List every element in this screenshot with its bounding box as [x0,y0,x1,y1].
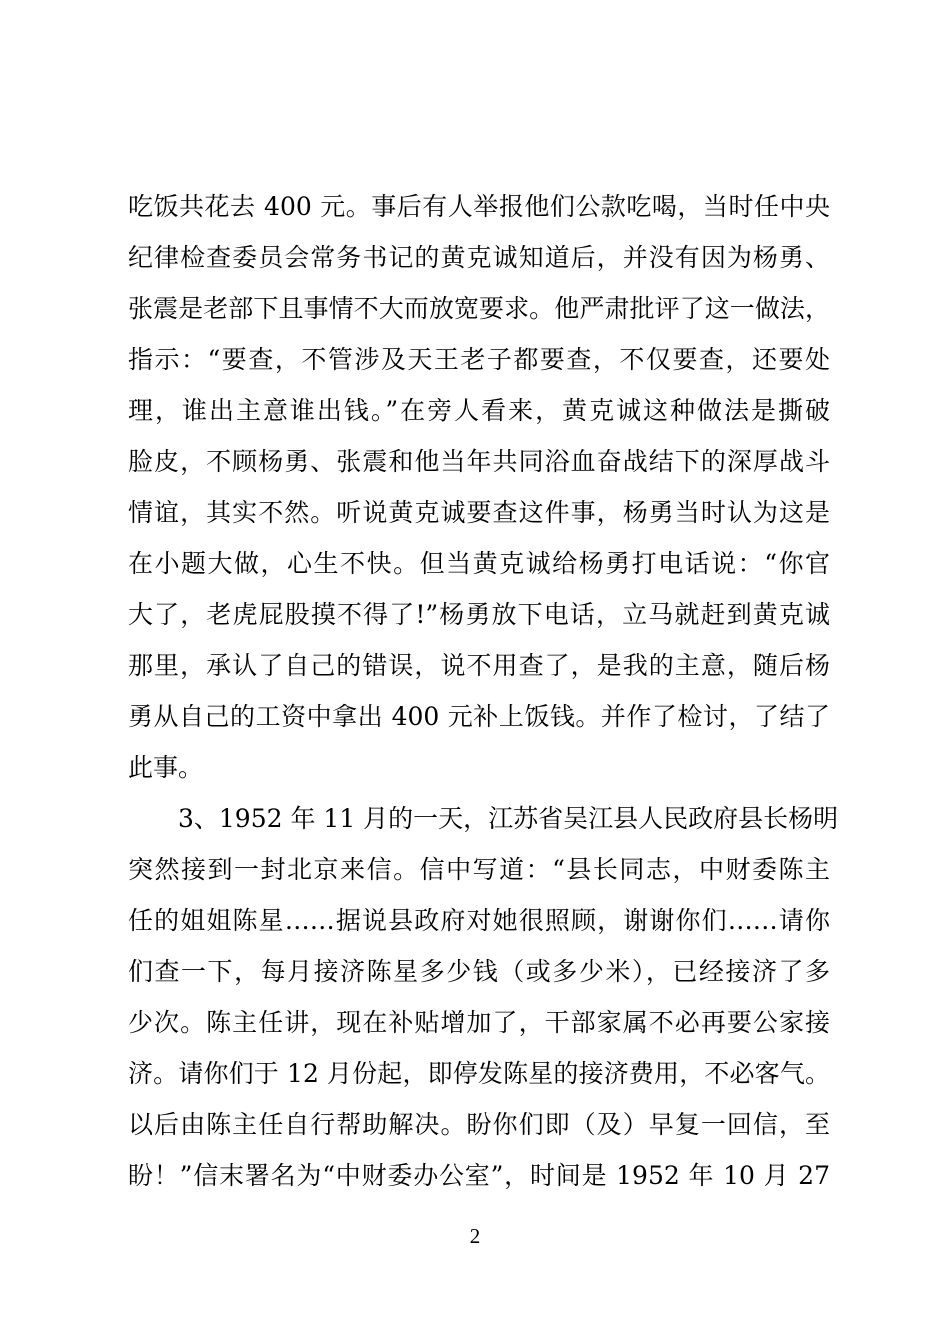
text-line-20: 盼！”信末署名为“中财委办公室”，时间是 1952 年 10 月 27 [128,1161,830,1190]
text-line-12: 此事。 [128,753,204,782]
text-line-13: 3、1952 年 11 月的一天，江苏省吴江县人民政府县长杨明 [178,804,839,833]
text-line-5: 理，谁出主意谁出钱。”在旁人看来，黄克诚这种做法是撕破 [128,396,830,425]
text-line-7: 情谊，其实不然。听说黄克诚要查这件事，杨勇当时认为这是 [128,498,830,527]
text-line-6: 脸皮，不顾杨勇、张震和他当年共同浴血奋战结下的深厚战斗 [128,447,830,476]
text-line-16: 们查一下，每月接济陈星多少钱（或多少米），已经接济了多 [128,957,830,986]
text-line-2: 纪律检查委员会常务书记的黄克诚知道后，并没有因为杨勇、 [128,243,830,272]
text-line-17: 少次。陈主任讲，现在补贴增加了，干部家属不必再要公家接 [128,1008,830,1037]
text-line-3: 张震是老部下且事情不大而放宽要求。他严肃批评了这一做法， [128,294,830,323]
text-line-11: 勇从自己的工资中拿出 400 元补上饭钱。并作了检讨，了结了 [128,702,830,731]
text-line-18: 济。请你们于 12 月份起，即停发陈星的接济费用，不必客气。 [128,1059,830,1088]
text-line-15: 任的姐姐陈星……据说县政府对她很照顾，谢谢你们……请你 [128,906,830,935]
text-line-4: 指示：“要查，不管涉及天王老子都要查，不仅要查，还要处 [128,345,830,374]
text-line-10: 那里，承认了自己的错误，说不用查了，是我的主意，随后杨 [128,651,830,680]
page-number: 2 [469,1224,481,1248]
text-line-14: 突然接到一封北京来信。信中写道：“县长同志，中财委陈主 [128,855,830,884]
text-line-19: 以后由陈主任自行帮助解决。盼你们即（及）早复一回信，至 [128,1110,830,1139]
text-line-8: 在小题大做，心生不快。但当黄克诚给杨勇打电话说：“你官 [128,549,830,578]
text-line-1: 吃饭共花去 400 元。事后有人举报他们公款吃喝，当时任中央 [128,192,830,221]
text-line-9: 大了，老虎屁股摸不得了!”杨勇放下电话，立马就赶到黄克诚 [128,600,830,629]
